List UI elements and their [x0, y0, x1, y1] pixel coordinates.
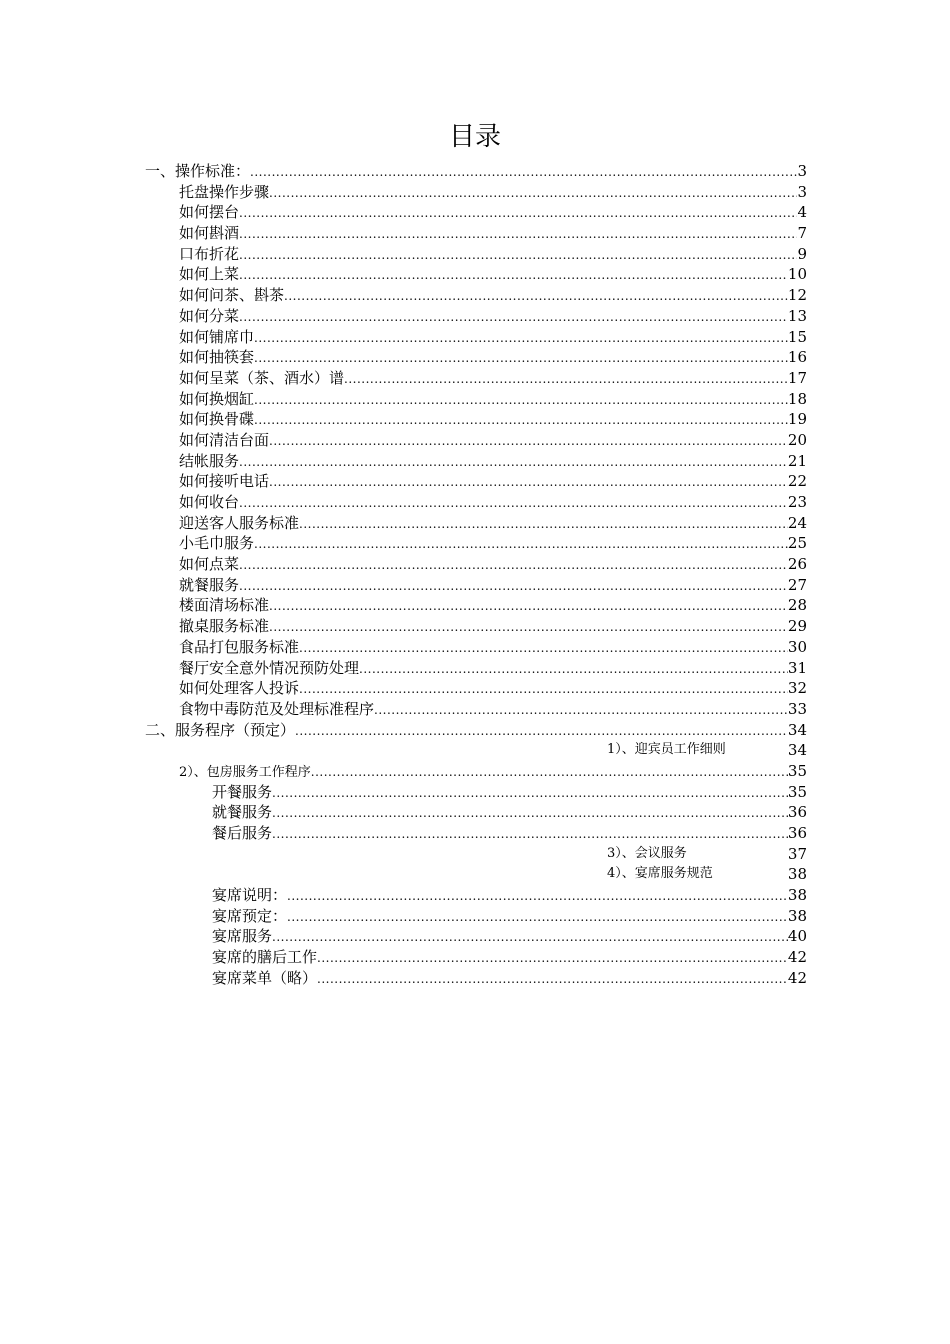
toc-label: 餐厅安全意外情况预防处理	[179, 658, 360, 677]
toc-item[interactable]	[0, 244, 950, 265]
toc-label: 宴席说明：	[212, 886, 288, 905]
toc-label: 如何抽筷套	[179, 348, 255, 367]
toc-item[interactable]	[0, 389, 950, 410]
toc-label: 如何分菜	[179, 306, 240, 325]
table-of-contents	[0, 161, 950, 989]
toc-label: 如何换烟缸	[179, 389, 255, 408]
toc-page-number: 20	[787, 430, 807, 449]
toc-item[interactable]	[0, 471, 950, 492]
dot-leader	[239, 224, 797, 245]
toc-label: 如何接听电话	[179, 472, 270, 491]
dot-leader	[272, 803, 788, 824]
toc-item[interactable]	[0, 637, 950, 658]
toc-page-number: 42	[787, 948, 807, 967]
dot-leader	[269, 617, 788, 638]
toc-label: 食品打包服务标准	[179, 637, 300, 656]
toc-page-number: 3	[797, 182, 807, 201]
toc-page-number: 38	[787, 906, 807, 925]
toc-label: 3）、会议服务	[607, 845, 687, 861]
dot-leader	[254, 534, 788, 555]
dot-leader	[272, 783, 788, 804]
toc-page-number: 30	[787, 637, 807, 656]
toc-label: 如何收台	[179, 493, 240, 511]
toc-label: 食物中毒防范及处理标准程序	[179, 699, 375, 718]
toc-label: 4）、宴席服务规范	[607, 866, 713, 882]
toc-label: 二、服务程序（预定）	[145, 720, 296, 739]
dot-leader	[272, 824, 788, 845]
dot-leader	[254, 390, 788, 411]
dot-leader	[359, 659, 788, 680]
dot-leader	[269, 431, 788, 452]
toc-label: 小毛巾服务	[179, 534, 255, 553]
toc-label: 如何铺席巾	[179, 327, 255, 346]
toc-item[interactable]	[0, 430, 950, 451]
toc-page-number: 36	[787, 824, 807, 842]
toc-item[interactable]	[0, 285, 950, 306]
dot-leader	[269, 472, 788, 493]
toc-label: 如何点菜	[179, 555, 240, 574]
toc-page-number: 25	[787, 534, 807, 553]
dot-leader	[254, 348, 788, 369]
dot-leader	[317, 969, 788, 990]
toc-item[interactable]	[0, 182, 950, 203]
dot-leader	[239, 555, 788, 576]
toc-label: 托盘操作步骤	[179, 182, 270, 201]
toc-page-number: 33	[787, 699, 807, 718]
toc-page-number: 35	[787, 761, 807, 780]
toc-page-number: 18	[787, 389, 807, 408]
toc-page-number: 34	[787, 720, 807, 739]
toc-label: 餐后服务	[212, 824, 273, 842]
page-title: 目录	[448, 122, 501, 152]
toc-label: 如何上菜	[179, 265, 240, 284]
toc-page-number: 38	[787, 865, 807, 884]
dot-leader	[317, 948, 788, 969]
toc-label: 1）、迎宾员工作细则	[607, 742, 726, 758]
toc-item[interactable]	[0, 658, 950, 679]
toc-page-number: 31	[787, 658, 807, 677]
toc-page-number: 17	[787, 368, 807, 387]
toc-page-number: 22	[787, 472, 807, 491]
toc-item[interactable]	[0, 161, 950, 182]
dot-leader	[239, 452, 788, 473]
toc-label: 结帐服务	[179, 451, 240, 470]
toc-page-number: 26	[787, 555, 807, 574]
toc-page-number: 19	[787, 410, 807, 429]
toc-item[interactable]	[0, 720, 950, 741]
toc-item[interactable]	[0, 823, 950, 844]
toc-item[interactable]	[0, 368, 950, 389]
dot-leader	[284, 286, 788, 307]
toc-page-number: 32	[787, 679, 807, 698]
toc-item[interactable]	[0, 264, 950, 285]
toc-item[interactable]	[0, 409, 950, 430]
toc-item[interactable]	[0, 595, 950, 616]
toc-page-number: 21	[787, 451, 807, 470]
toc-item[interactable]	[0, 202, 950, 223]
dot-leader	[344, 369, 788, 390]
toc-item[interactable]	[0, 947, 950, 968]
toc-item[interactable]	[0, 844, 950, 865]
dot-leader	[311, 762, 788, 783]
dot-leader	[239, 203, 797, 224]
toc-item[interactable]	[0, 968, 950, 989]
toc-page-number: 42	[787, 968, 807, 987]
toc-label: 楼面清场标准	[179, 596, 270, 615]
toc-item[interactable]	[0, 906, 950, 927]
toc-item[interactable]	[0, 306, 950, 327]
toc-page-number: 35	[787, 782, 807, 801]
toc-page-number: 36	[787, 803, 807, 822]
toc-label: 宴席服务	[212, 927, 273, 946]
dot-leader	[239, 265, 788, 286]
toc-item[interactable]	[0, 513, 950, 534]
dot-leader	[254, 328, 788, 349]
toc-page-number: 7	[797, 224, 807, 243]
toc-page-number: 27	[787, 575, 807, 594]
toc-page-number: 16	[787, 348, 807, 367]
toc-page-number: 40	[787, 927, 807, 946]
toc-item[interactable]	[0, 223, 950, 244]
dot-leader	[374, 700, 788, 721]
toc-item[interactable]	[0, 616, 950, 637]
dot-leader	[295, 721, 788, 742]
toc-label: 如何摆台	[179, 203, 240, 222]
dot-leader	[287, 907, 788, 928]
toc-item[interactable]	[0, 451, 950, 472]
dot-leader	[287, 886, 788, 907]
dot-leader	[272, 927, 788, 948]
toc-page-number: 23	[787, 493, 807, 511]
dot-leader	[269, 596, 788, 617]
dot-leader	[299, 679, 788, 700]
toc-label: 如何问茶、斟茶	[179, 286, 285, 305]
toc-item[interactable]	[0, 699, 950, 720]
toc-label: 如何换骨碟	[179, 410, 255, 429]
toc-page-number: 3	[797, 162, 807, 180]
toc-item[interactable]	[0, 802, 950, 823]
toc-item[interactable]	[0, 864, 950, 885]
toc-label: 宴席预定：	[212, 906, 288, 925]
toc-page-number: 4	[797, 203, 807, 222]
dot-leader	[239, 307, 788, 328]
toc-item[interactable]	[0, 575, 950, 596]
toc-label: 开餐服务	[212, 782, 273, 801]
toc-item[interactable]	[0, 885, 950, 906]
dot-leader	[269, 183, 797, 204]
dot-leader	[250, 162, 797, 183]
toc-page-number: 24	[787, 513, 807, 532]
toc-label: 宴席的膳后工作	[212, 948, 318, 967]
toc-page-number: 12	[787, 286, 807, 305]
dot-leader	[299, 514, 788, 535]
toc-label: 如何清洁台面	[179, 430, 270, 449]
toc-page-number: 29	[787, 617, 807, 636]
dot-leader	[239, 576, 788, 597]
toc-page-number: 13	[787, 306, 807, 325]
toc-item[interactable]	[0, 926, 950, 947]
toc-label: 就餐服务	[212, 803, 273, 822]
toc-page-number: 37	[787, 844, 807, 863]
toc-label: 如何呈菜（茶、酒水）谱	[179, 368, 345, 387]
toc-label: 如何处理客人投诉	[179, 679, 300, 698]
toc-label: 一、操作标准：	[145, 162, 251, 180]
toc-item[interactable]	[0, 554, 950, 575]
toc-item[interactable]	[0, 761, 950, 782]
toc-label: 迎送客人服务标准	[179, 513, 300, 532]
toc-page-number: 9	[797, 244, 807, 263]
toc-item[interactable]	[0, 327, 950, 348]
toc-item[interactable]	[0, 782, 950, 803]
toc-page-number: 34	[787, 741, 807, 760]
toc-label: 撤桌服务标准	[179, 617, 270, 636]
toc-page-number: 10	[787, 265, 807, 284]
toc-label: 如何斟酒	[179, 224, 240, 243]
toc-item[interactable]	[0, 347, 950, 368]
dot-leader	[254, 410, 788, 431]
dot-leader	[239, 493, 788, 514]
toc-item[interactable]	[0, 533, 950, 554]
toc-label: 就餐服务	[179, 575, 240, 594]
toc-item[interactable]	[0, 740, 950, 761]
toc-label: 口布折花	[179, 244, 240, 263]
toc-page-number: 28	[787, 596, 807, 615]
toc-item[interactable]	[0, 678, 950, 699]
toc-page-number: 15	[787, 327, 807, 346]
toc-item[interactable]	[0, 492, 950, 513]
dot-leader	[239, 245, 797, 266]
toc-label: 宴席菜单（略）	[212, 968, 318, 987]
toc-page-number: 38	[787, 886, 807, 905]
dot-leader	[299, 638, 788, 659]
toc-label: 2）、包房服务工作程序	[179, 764, 311, 780]
